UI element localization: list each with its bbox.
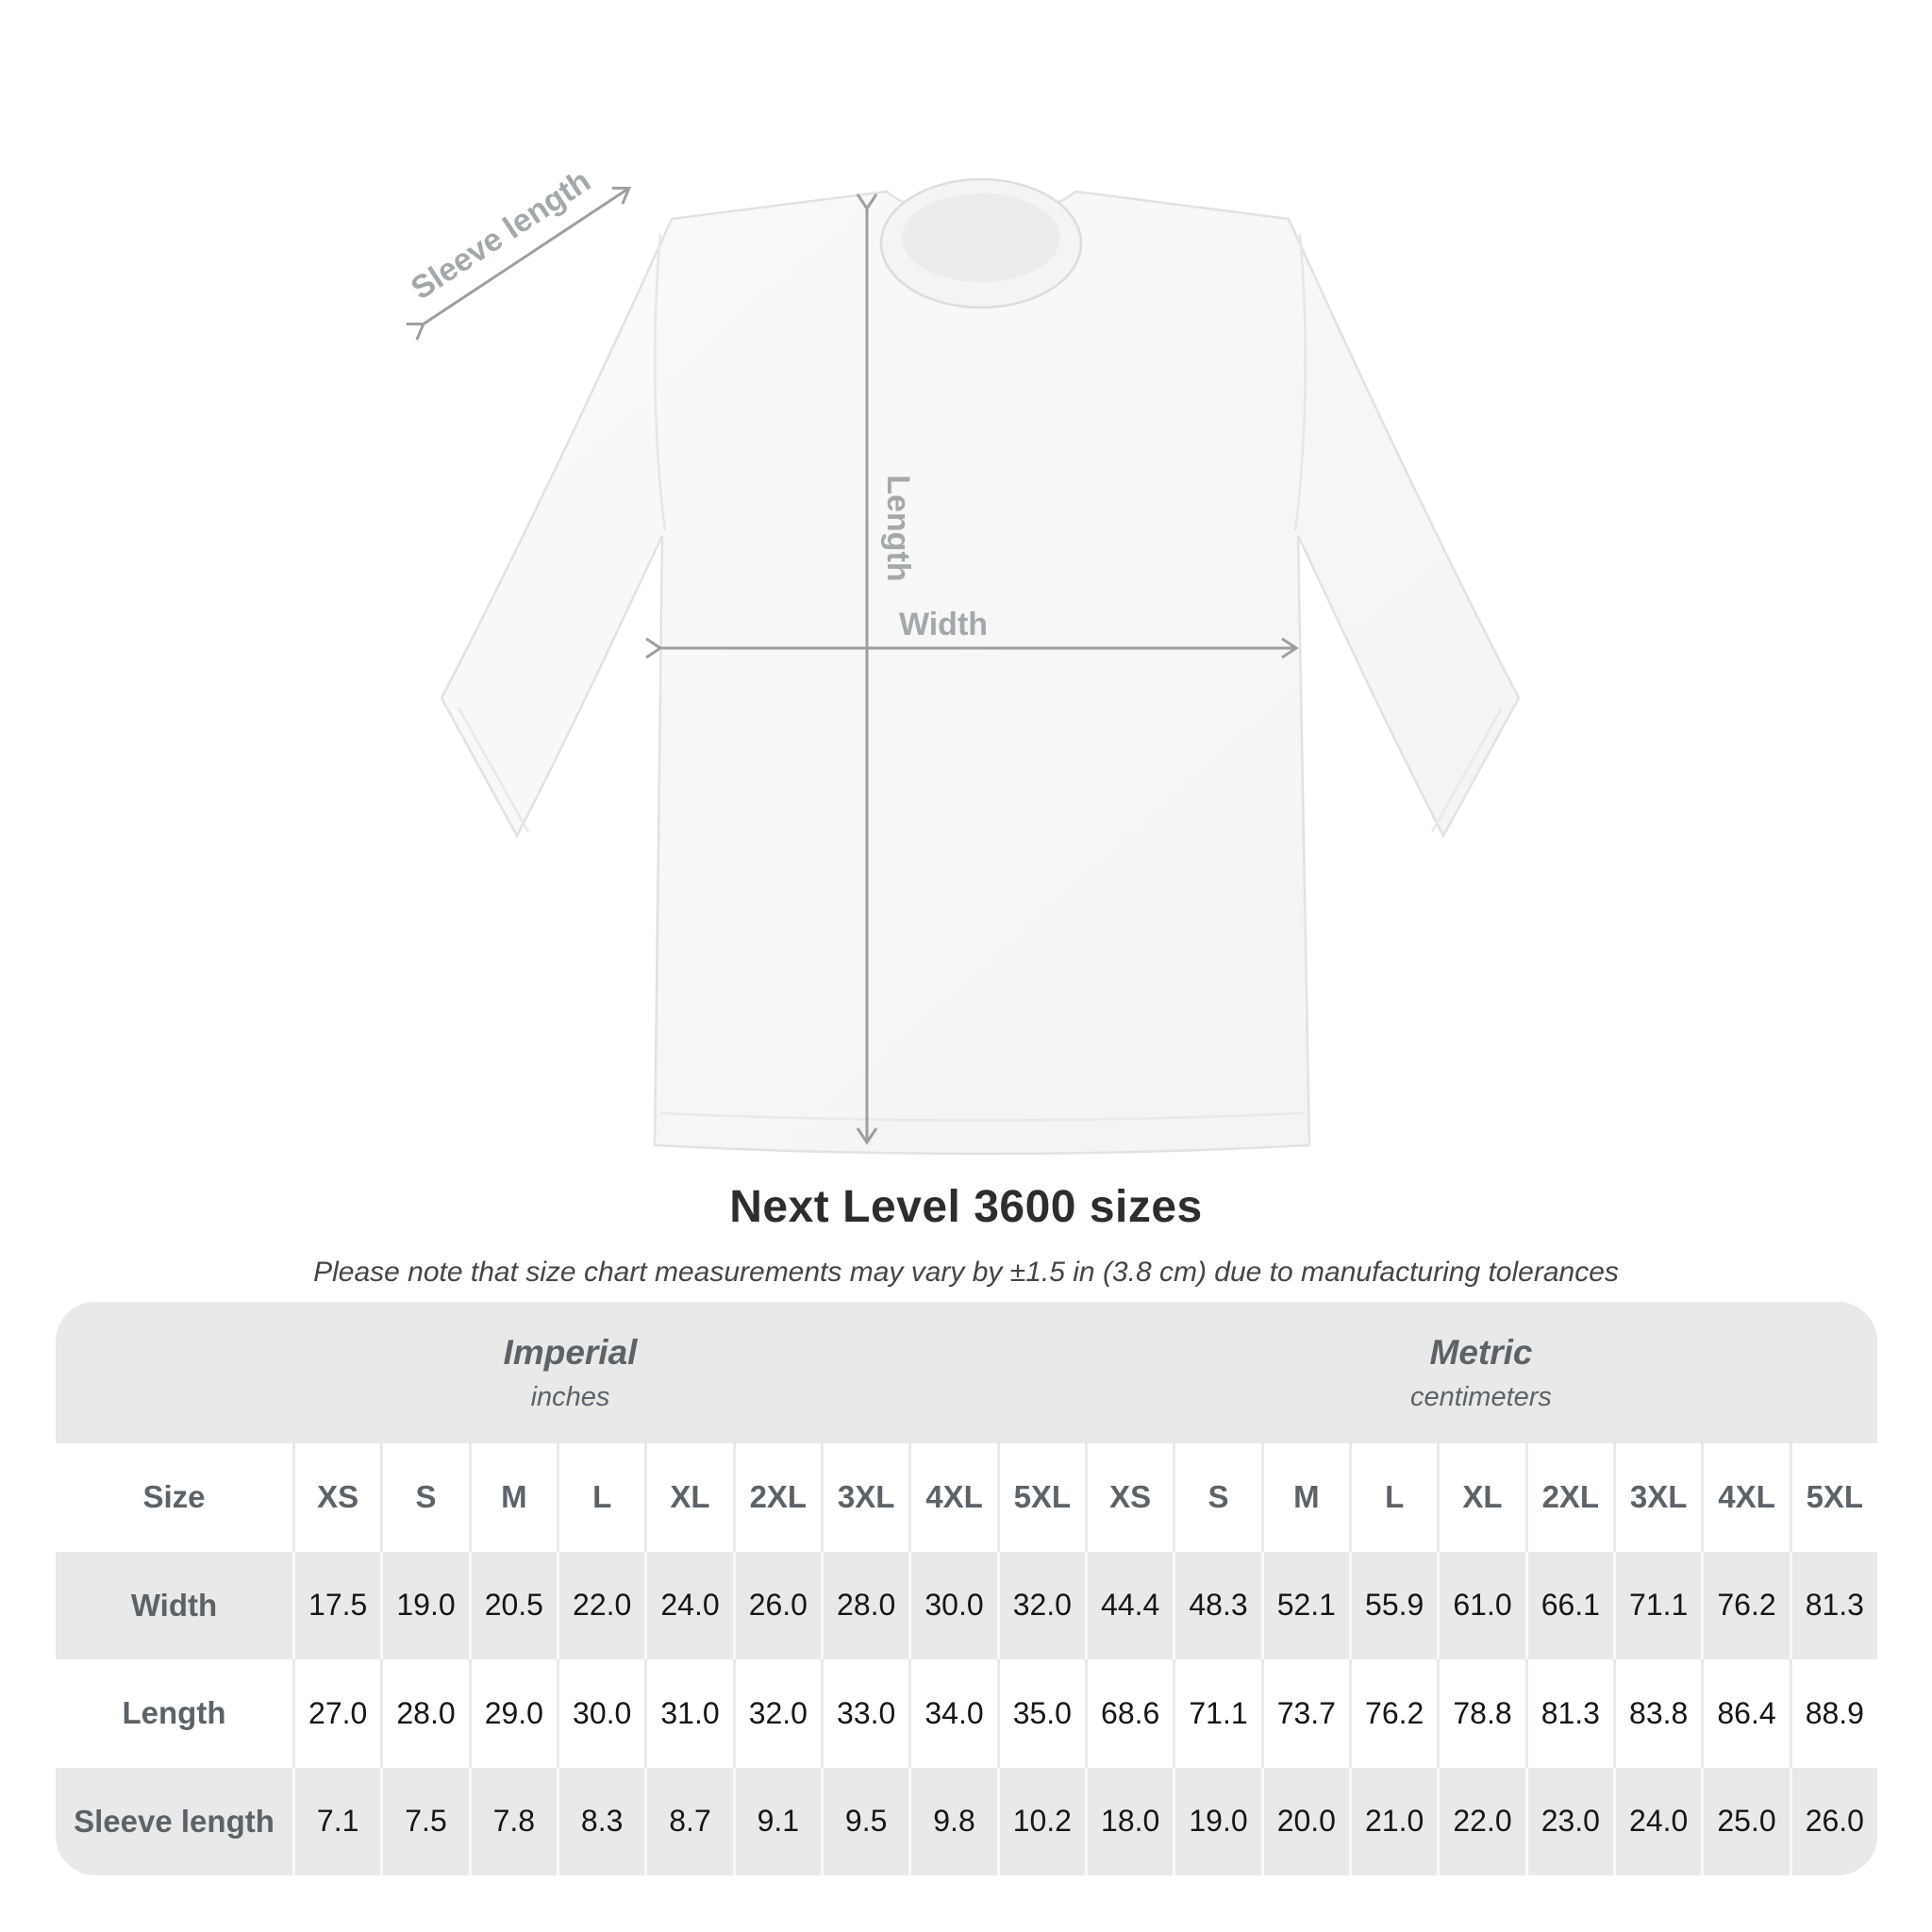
size-col-header: M	[1261, 1443, 1349, 1552]
size-col-header: M	[469, 1443, 557, 1552]
size-col-header: 2XL	[1525, 1443, 1613, 1552]
table-cell: 31.0	[644, 1659, 732, 1768]
table-cell: 19.0	[380, 1552, 468, 1660]
tshirt-illustration	[441, 179, 1519, 1154]
table-cell: 78.8	[1437, 1659, 1524, 1768]
table-cell: 71.1	[1173, 1659, 1260, 1768]
page-title: Next Level 3600 sizes	[729, 1182, 1203, 1232]
metric-unit-header	[1085, 1302, 1877, 1443]
table-cell: 48.3	[1173, 1552, 1260, 1660]
table-cell: 26.0	[733, 1552, 821, 1660]
size-table	[56, 1302, 1877, 1875]
size-col-header: S	[1173, 1443, 1260, 1552]
sleeve-length-label: Sleeve length	[405, 162, 597, 308]
row-label: Sleeve length	[56, 1768, 292, 1876]
table-cell: 35.0	[997, 1659, 1085, 1768]
table-cell: 30.0	[908, 1552, 996, 1660]
table-cell: 29.0	[469, 1659, 557, 1768]
metric-unit-sub: centimeters	[1410, 1381, 1552, 1412]
size-col-header: 2XL	[733, 1443, 821, 1552]
collar-opening	[902, 193, 1060, 282]
table-cell: 24.0	[644, 1552, 732, 1660]
table-cell: 9.1	[733, 1768, 821, 1876]
table-cell: 20.5	[469, 1552, 557, 1660]
size-col-header: XS	[1085, 1443, 1173, 1552]
table-cell: 52.1	[1261, 1552, 1349, 1660]
table-cell: 26.0	[1790, 1768, 1877, 1876]
table-cell: 19.0	[1173, 1768, 1260, 1876]
table-cell: 7.8	[469, 1768, 557, 1876]
table-cell: 9.5	[821, 1768, 908, 1876]
table-cell: 10.2	[997, 1768, 1085, 1876]
table-cell: 30.0	[557, 1659, 644, 1768]
metric-unit-name: Metric	[1429, 1332, 1533, 1372]
table-cell: 61.0	[1437, 1552, 1524, 1660]
table-cell: 22.0	[557, 1552, 644, 1660]
table-cell: 8.7	[644, 1768, 732, 1876]
table-cell: 27.0	[292, 1659, 380, 1768]
row-label: Length	[56, 1659, 292, 1768]
table-cell: 17.5	[292, 1552, 380, 1660]
table-cell: 68.6	[1085, 1659, 1173, 1768]
tolerance-note: Please note that size chart measurements may vary by ±1.5 in (3.8 cm) due to manufacturing tolerances	[313, 1257, 1619, 1288]
size-col-header: 3XL	[821, 1443, 908, 1552]
size-col-header: 3XL	[1613, 1443, 1701, 1552]
imperial-unit-header	[56, 1302, 1085, 1443]
table-cell: 73.7	[1261, 1659, 1349, 1768]
table-cell: 8.3	[557, 1768, 644, 1876]
table-cell: 88.9	[1790, 1659, 1877, 1768]
size-column-header: Size	[56, 1443, 292, 1552]
table-cell: 32.0	[733, 1659, 821, 1768]
table-cell: 7.5	[380, 1768, 468, 1876]
table-cell: 22.0	[1437, 1768, 1524, 1876]
size-col-header: 4XL	[908, 1443, 996, 1552]
size-col-header: XS	[292, 1443, 380, 1552]
table-cell: 32.0	[997, 1552, 1085, 1660]
table-cell: 34.0	[908, 1659, 996, 1768]
size-col-header: L	[557, 1443, 644, 1552]
imperial-unit-name: Imperial	[503, 1332, 638, 1372]
table-cell: 71.1	[1613, 1552, 1701, 1660]
size-col-header: XL	[1437, 1443, 1524, 1552]
table-cell: 7.1	[292, 1768, 380, 1876]
length-label: Length	[880, 475, 916, 582]
size-col-header: 4XL	[1701, 1443, 1789, 1552]
row-label: Width	[56, 1552, 292, 1660]
table-cell: 76.2	[1701, 1552, 1789, 1660]
table-cell: 21.0	[1349, 1768, 1437, 1876]
imperial-unit-sub: inches	[530, 1381, 610, 1412]
size-col-header: 5XL	[1790, 1443, 1877, 1552]
table-cell: 28.0	[821, 1552, 908, 1660]
table-cell: 18.0	[1085, 1768, 1173, 1876]
table-cell: 55.9	[1349, 1552, 1437, 1660]
table-cell: 76.2	[1349, 1659, 1437, 1768]
table-cell: 24.0	[1613, 1768, 1701, 1876]
table-cell: 9.8	[908, 1768, 996, 1876]
table-cell: 20.0	[1261, 1768, 1349, 1876]
table-cell: 23.0	[1525, 1768, 1613, 1876]
size-col-header: 5XL	[997, 1443, 1085, 1552]
table-cell: 28.0	[380, 1659, 468, 1768]
table-cell: 33.0	[821, 1659, 908, 1768]
size-col-header: S	[380, 1443, 468, 1552]
width-label: Width	[898, 607, 989, 642]
table-cell: 66.1	[1525, 1552, 1613, 1660]
table-cell: 81.3	[1790, 1552, 1877, 1660]
table-cell: 25.0	[1701, 1768, 1789, 1876]
size-col-header: L	[1349, 1443, 1437, 1552]
table-cell: 86.4	[1701, 1659, 1789, 1768]
table-cell: 83.8	[1613, 1659, 1701, 1768]
size-col-header: XL	[644, 1443, 732, 1552]
table-cell: 81.3	[1525, 1659, 1613, 1768]
table-cell: 44.4	[1085, 1552, 1173, 1660]
